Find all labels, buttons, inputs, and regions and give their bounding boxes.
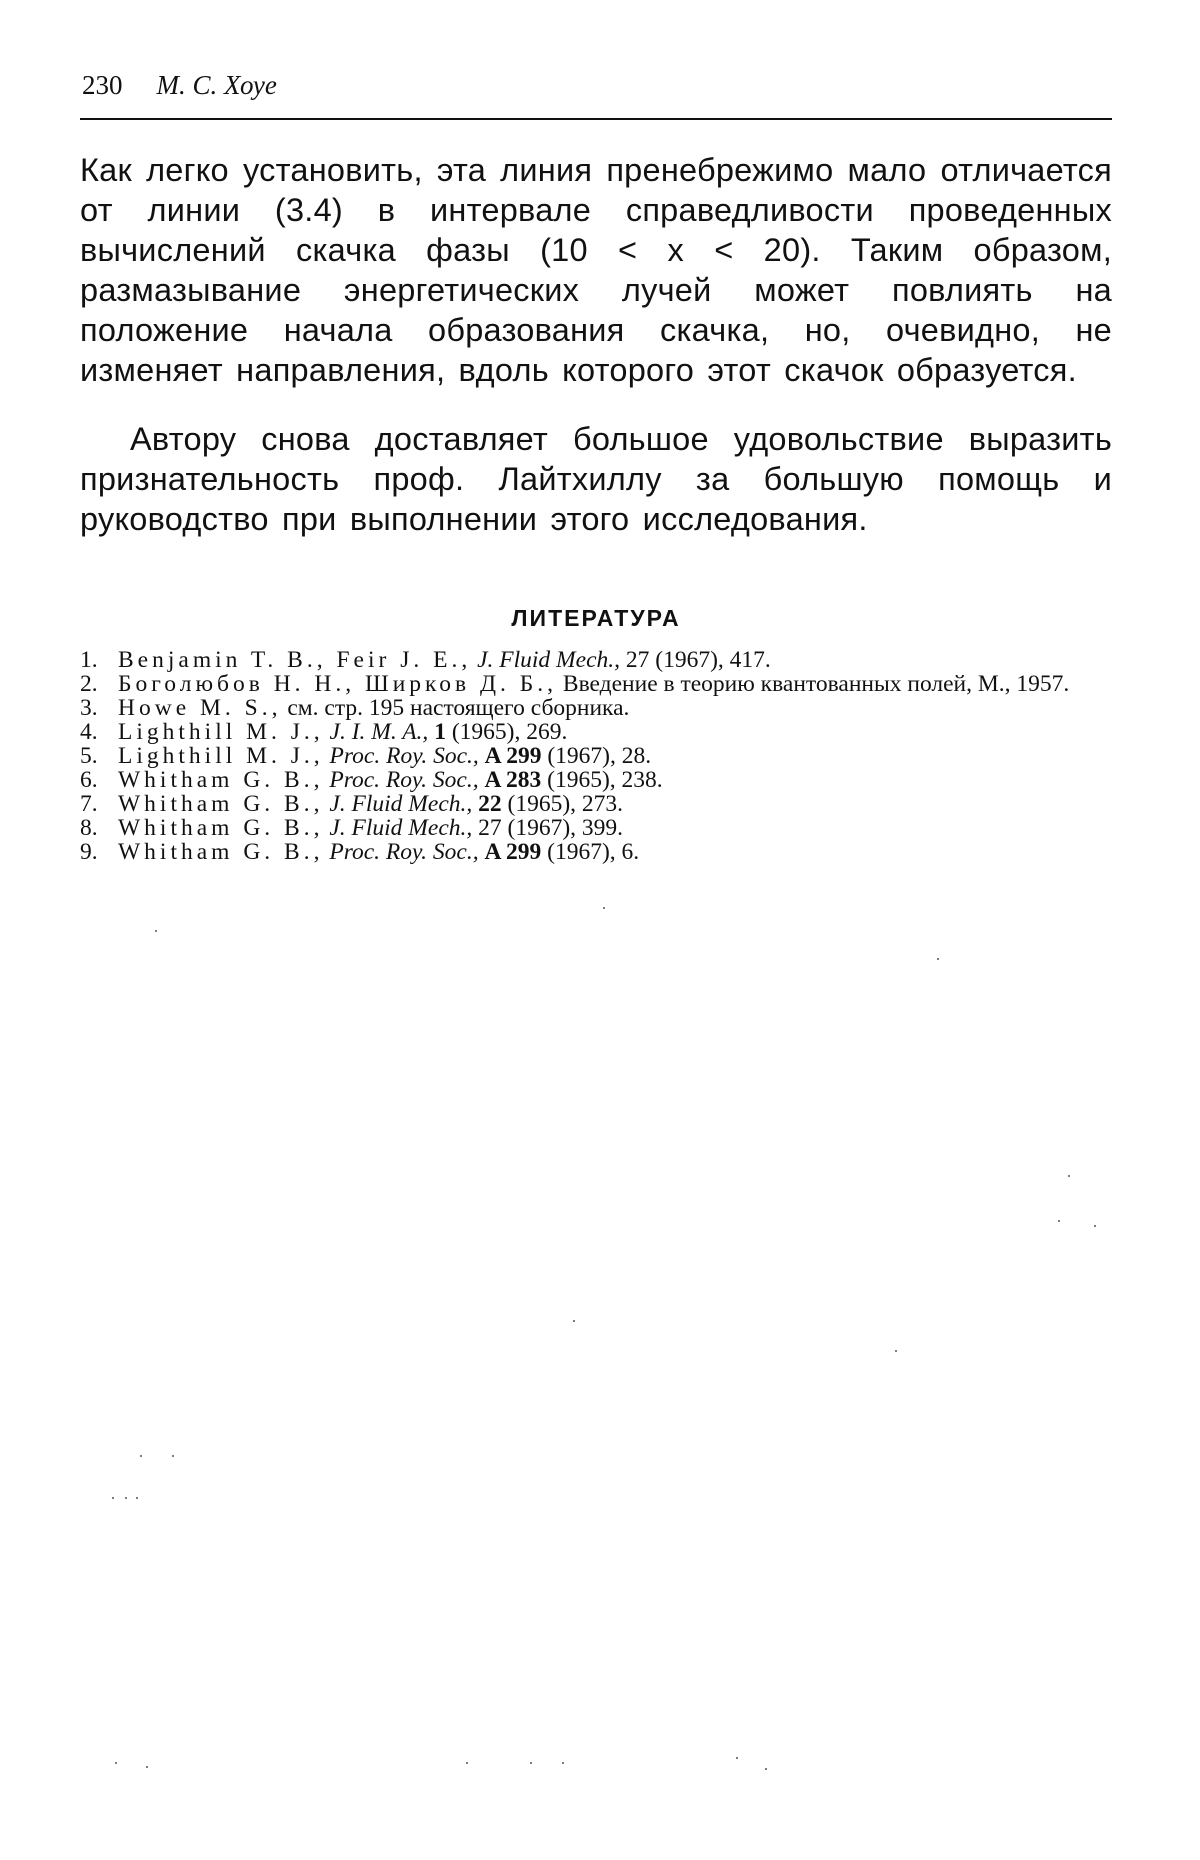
scan-speck (115, 1762, 117, 1764)
scan-speck (146, 1766, 148, 1768)
reference-body (118, 816, 1112, 840)
reference-journal: J. Fluid Mech., (477, 647, 620, 673)
reference-details: Введение в теорию квантованных полей, М., 1957. (562, 671, 1070, 697)
scan-speck (155, 930, 157, 932)
scan-speck (112, 1497, 114, 1499)
reference-authors: Howe M. S., (118, 695, 282, 721)
reference-body (118, 672, 1112, 696)
reference-authors: Whitham G. B., (118, 839, 324, 865)
reference-number: 8. (80, 815, 98, 841)
scan-speck (125, 1497, 127, 1499)
reference-details: (1965), 273. (507, 791, 624, 817)
reference-journal: J. Fluid Mech., (329, 815, 473, 841)
reference-journal: Proc. Roy. Soc., (329, 743, 479, 769)
scan-speck (603, 907, 605, 909)
reference-number: 9. (80, 839, 98, 865)
reference-volume: 22 (478, 791, 502, 817)
reference-volume: 1 (434, 719, 446, 745)
reference-journal: J. I. M. A., (329, 719, 429, 745)
header-rule (80, 118, 1112, 120)
scan-speck (530, 1762, 532, 1764)
reference-number: 1. (80, 647, 98, 673)
reference-volume: A 299 (484, 839, 542, 865)
reference-authors: Benjamin T. B., Feir J. E., (118, 647, 472, 673)
scan-speck (765, 1768, 767, 1770)
reference-body (118, 720, 1112, 744)
reference-journal: Proc. Roy. Soc., (329, 839, 479, 865)
reference-authors: Боголюбов Н. Н., Ширков Д. Б., (118, 671, 558, 697)
page (80, 70, 1112, 864)
reference-details: см. стр. 195 настоящего сборника. (287, 695, 630, 721)
reference-item (80, 816, 1112, 840)
reference-authors: Lighthill M. J., (118, 743, 324, 769)
reference-details: (1967), 6. (547, 839, 640, 865)
reference-number: 3. (80, 695, 98, 721)
page-number: 230 (82, 70, 123, 100)
scan-speck (466, 1762, 468, 1764)
reference-volume: 27 (625, 647, 650, 673)
reference-volume: A 299 (484, 743, 542, 769)
reference-item (80, 672, 1112, 696)
reference-body (118, 792, 1112, 816)
paragraph-1: Как легко установить, эта линия пренебрежимо мало отличается от линии (3.4) в интервале справедливости проведенных вычислений скачка фазы (10 < x < 20). Таким образом, размазывание энергетических лучей может повлиять на положение начала образования скачка, но, очевидно, не изменяет направления, вдоль которого этот скачок образуется. (80, 152, 1112, 388)
reference-body (118, 744, 1112, 768)
running-head-author: М. С. Хоуе (156, 70, 277, 100)
reference-journal: J. Fluid Mech., (329, 791, 473, 817)
scan-speck (562, 1762, 564, 1764)
reference-details: (1967), 28. (547, 743, 652, 769)
reference-body (118, 840, 1112, 864)
scan-speck (736, 1757, 738, 1759)
reference-number: 2. (80, 671, 98, 697)
reference-list (80, 648, 1112, 864)
paragraph-2: Автору снова доставляет большое удовольствие выразить признательность проф. Лайтхиллу за большую помощь и руководство при выполнении этого исследования. (80, 421, 1112, 537)
running-head (80, 70, 1112, 110)
reference-number: 5. (80, 743, 98, 769)
reference-item (80, 744, 1112, 768)
scan-speck (895, 1350, 897, 1352)
reference-number: 7. (80, 791, 98, 817)
reference-details: (1967), 417. (655, 647, 771, 673)
reference-body (118, 696, 1112, 720)
reference-item (80, 840, 1112, 864)
reference-authors: Whitham G. B., (118, 791, 324, 817)
reference-details: (1965), 238. (547, 767, 663, 793)
scan-speck (1068, 1175, 1070, 1177)
references-heading: ЛИТЕРАТУРА (511, 605, 681, 631)
scan-speck (573, 1320, 575, 1322)
reference-item (80, 648, 1112, 672)
scan-speck (136, 1497, 138, 1499)
reference-body (118, 768, 1112, 792)
scan-speck (1094, 1225, 1096, 1227)
scan-speck (1058, 1220, 1060, 1222)
scan-speck (140, 1455, 142, 1457)
reference-item (80, 696, 1112, 720)
reference-item (80, 792, 1112, 816)
reference-body (118, 648, 1112, 672)
body-text (80, 150, 1112, 539)
reference-details: (1967), 399. (507, 815, 624, 841)
scan-speck (937, 958, 939, 960)
reference-authors: Whitham G. B., (118, 815, 324, 841)
reference-details: (1965), 269. (451, 719, 568, 745)
reference-authors: Lighthill M. J., (118, 719, 324, 745)
reference-journal: Proc. Roy. Soc., (329, 767, 479, 793)
scan-speck (172, 1455, 174, 1457)
reference-item (80, 768, 1112, 792)
reference-authors: Whitham G. B., (118, 767, 324, 793)
reference-item (80, 720, 1112, 744)
reference-number: 6. (80, 767, 98, 793)
reference-number: 4. (80, 719, 98, 745)
reference-volume: A 283 (484, 767, 542, 793)
reference-volume: 27 (478, 815, 502, 841)
